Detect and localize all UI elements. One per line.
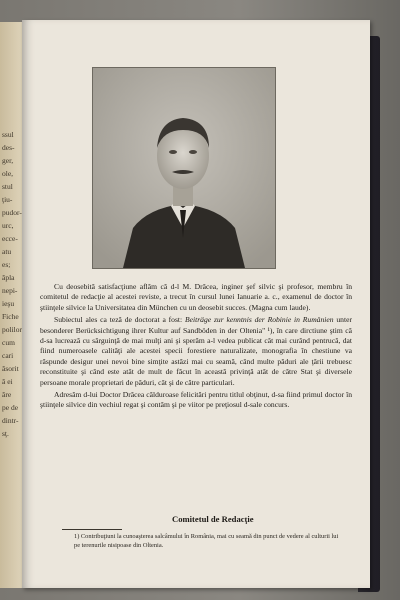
left-page-fragment: des- [2, 143, 15, 152]
left-page-fragment: polilor [2, 325, 22, 334]
paragraph-1: Cu deosebită satisfacţiune aflăm că d-l M. Drăcea, inginer şef silvic şi profesor, membru în comitetul de redacţie al acestei reviste, a trecut în cursul lunei Ianuarie a. c., examenul de doctor în ştiinţele silvice la Universitatea din München cu un deosebit succes. (Magna cum laude). [40, 282, 352, 312]
portrait-photo [92, 67, 276, 269]
left-page-fragment: ssul [2, 130, 14, 139]
left-page-fragment: nepi- [2, 286, 18, 295]
article-body [40, 282, 352, 413]
left-page-fragment: urc, [2, 221, 14, 230]
signature: Comitetul de Redacţie [172, 514, 254, 524]
footnote: 1) Contribuţiuni la cunoaşterea salcâmului în România, mai cu seamă din punct de vedere al culturii lui pe terenurile nisipoase din Oltenia. [74, 533, 339, 549]
left-page-fragment: ieşu [2, 299, 15, 308]
paragraph-2-rest: unter besonderer Berücksichtigung ihrer Kultur auf Sandböden in der Oltenia" ¹), în care dirctiune ştim că d-sa lucrează cu sârguinţă de mai mulţi ani şi sperăm a-l vedea publicat cât mai curând pentrucă, dat fiind numeroasele calităţi ale acestei specii forestiere naturalizate, monografia în chestiune va răspunde desigur unei nevoi bine simţite astăzi mai cu seamă, când multe păduri ale ţării trebuesc reconstituite şi când este atât de mult de făcut în această privinţă atât de către Stat şi diversele persoane morale proprietari de păduri, cât şi de către particulari. [40, 315, 352, 387]
left-page-fragment: ţiu- [2, 195, 13, 204]
book-page [22, 20, 370, 588]
left-page-fragment: cari [2, 351, 14, 360]
left-page-fragment: es; [2, 260, 11, 269]
portrait-photo-icon [93, 68, 275, 268]
left-page-fragment: cum [2, 338, 15, 347]
thesis-title: Beiträge zur kenntnis der Robinie in Rumänien [184, 315, 334, 325]
left-page-fragment: stul [2, 182, 13, 191]
left-page-fragment: ole, [2, 169, 14, 178]
paragraph-2 [40, 315, 352, 388]
left-page-fragment: ecce- [2, 234, 18, 243]
left-page-fragment: ă ei [2, 377, 13, 386]
left-page-fragment: pe de [2, 403, 19, 412]
left-page-fragment: ăpla [2, 273, 15, 282]
left-page-fragment: pudor- [2, 208, 22, 217]
paragraph-2-lead: Subiectul ales ca teză de doctorat a fost: [54, 315, 185, 325]
footnote-rule [62, 529, 122, 530]
left-page-fragment: ăsorit [2, 364, 19, 373]
left-page-fragment: Fiche [2, 312, 19, 321]
left-page-fragment: sţ. [2, 429, 9, 438]
paragraph-3: Adresăm d-lui Doctor Drăcea călduroase felicitări pentru titlul obţinut, d-sa fiind primul doctor în ştiinţele silvice din vechiul regat şi contăm şi pe viitor pe preţiosul d-sale concurs. [40, 390, 352, 410]
left-page-fragment: ăre [2, 390, 12, 399]
left-page-fragment: ger, [2, 156, 14, 165]
left-page-fragment: dintr- [2, 416, 19, 425]
left-page-fragment: atu [2, 247, 12, 256]
